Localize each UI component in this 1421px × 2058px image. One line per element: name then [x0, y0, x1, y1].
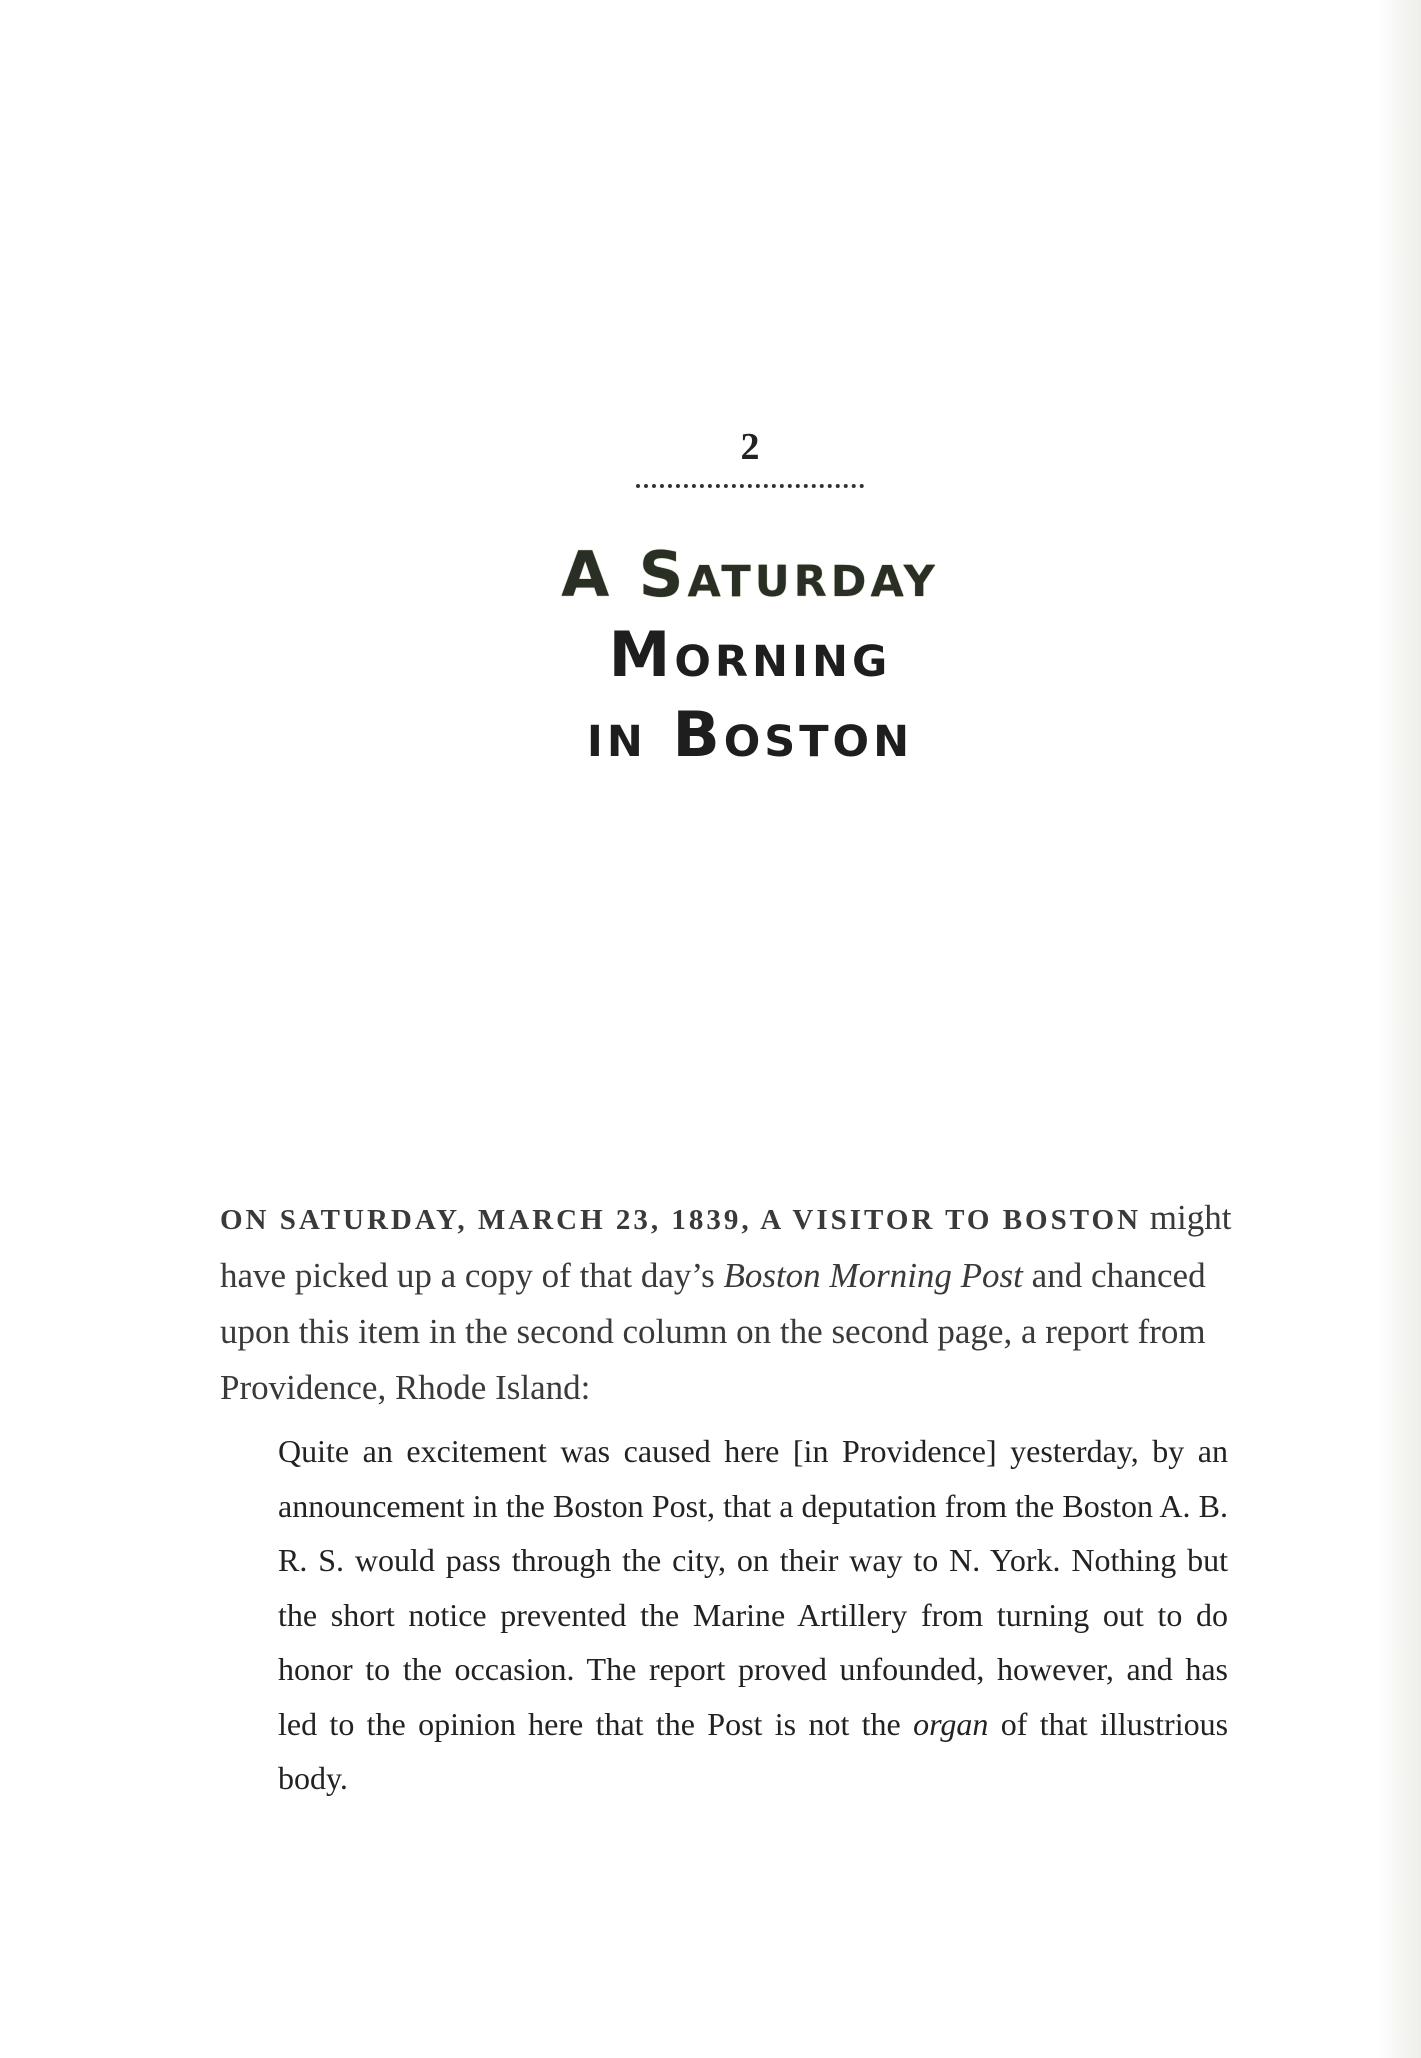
chapter-divider: [636, 484, 864, 488]
quote-emphasis: organ: [913, 1705, 989, 1742]
lead-in: ON SATURDAY, MARCH 23, 1839, A VISITOR TO BOSTON: [220, 1204, 1142, 1236]
quote-text-1: Quite an excitement was caused here [in Providence] yesterday, by an announcement in the Boston Post, that a deputation from the Boston A. B. R. S. would pass through the city, on their way to N. York. Nothing but the short notice prevented the Marine Artillery from turning out to do honor to the occasion. The report proved unfounded, however, and has led to the opinion here that the Post is not the: [278, 1433, 1228, 1742]
body-text-2: and chanced upon this item in the second column on the second page, a report from Providence, Rhode Island:: [220, 1256, 1206, 1407]
page-edge: [1379, 0, 1421, 2058]
chapter-title-line-2: Morning: [608, 618, 892, 691]
chapter-title-line-3: in Boston: [586, 698, 914, 771]
body-paragraph: [220, 1190, 1280, 1416]
newspaper-title: Boston Morning Post: [723, 1256, 1023, 1295]
chapter-title-line-1: A Saturday: [561, 538, 939, 611]
chapter-title: [0, 535, 1421, 775]
block-quote: [278, 1424, 1228, 1806]
quote-text-2: of that illustrious body.: [278, 1705, 1229, 1796]
body-text-1: might have picked up a copy of that day’s: [220, 1198, 1232, 1295]
chapter-number: 2: [740, 426, 760, 468]
